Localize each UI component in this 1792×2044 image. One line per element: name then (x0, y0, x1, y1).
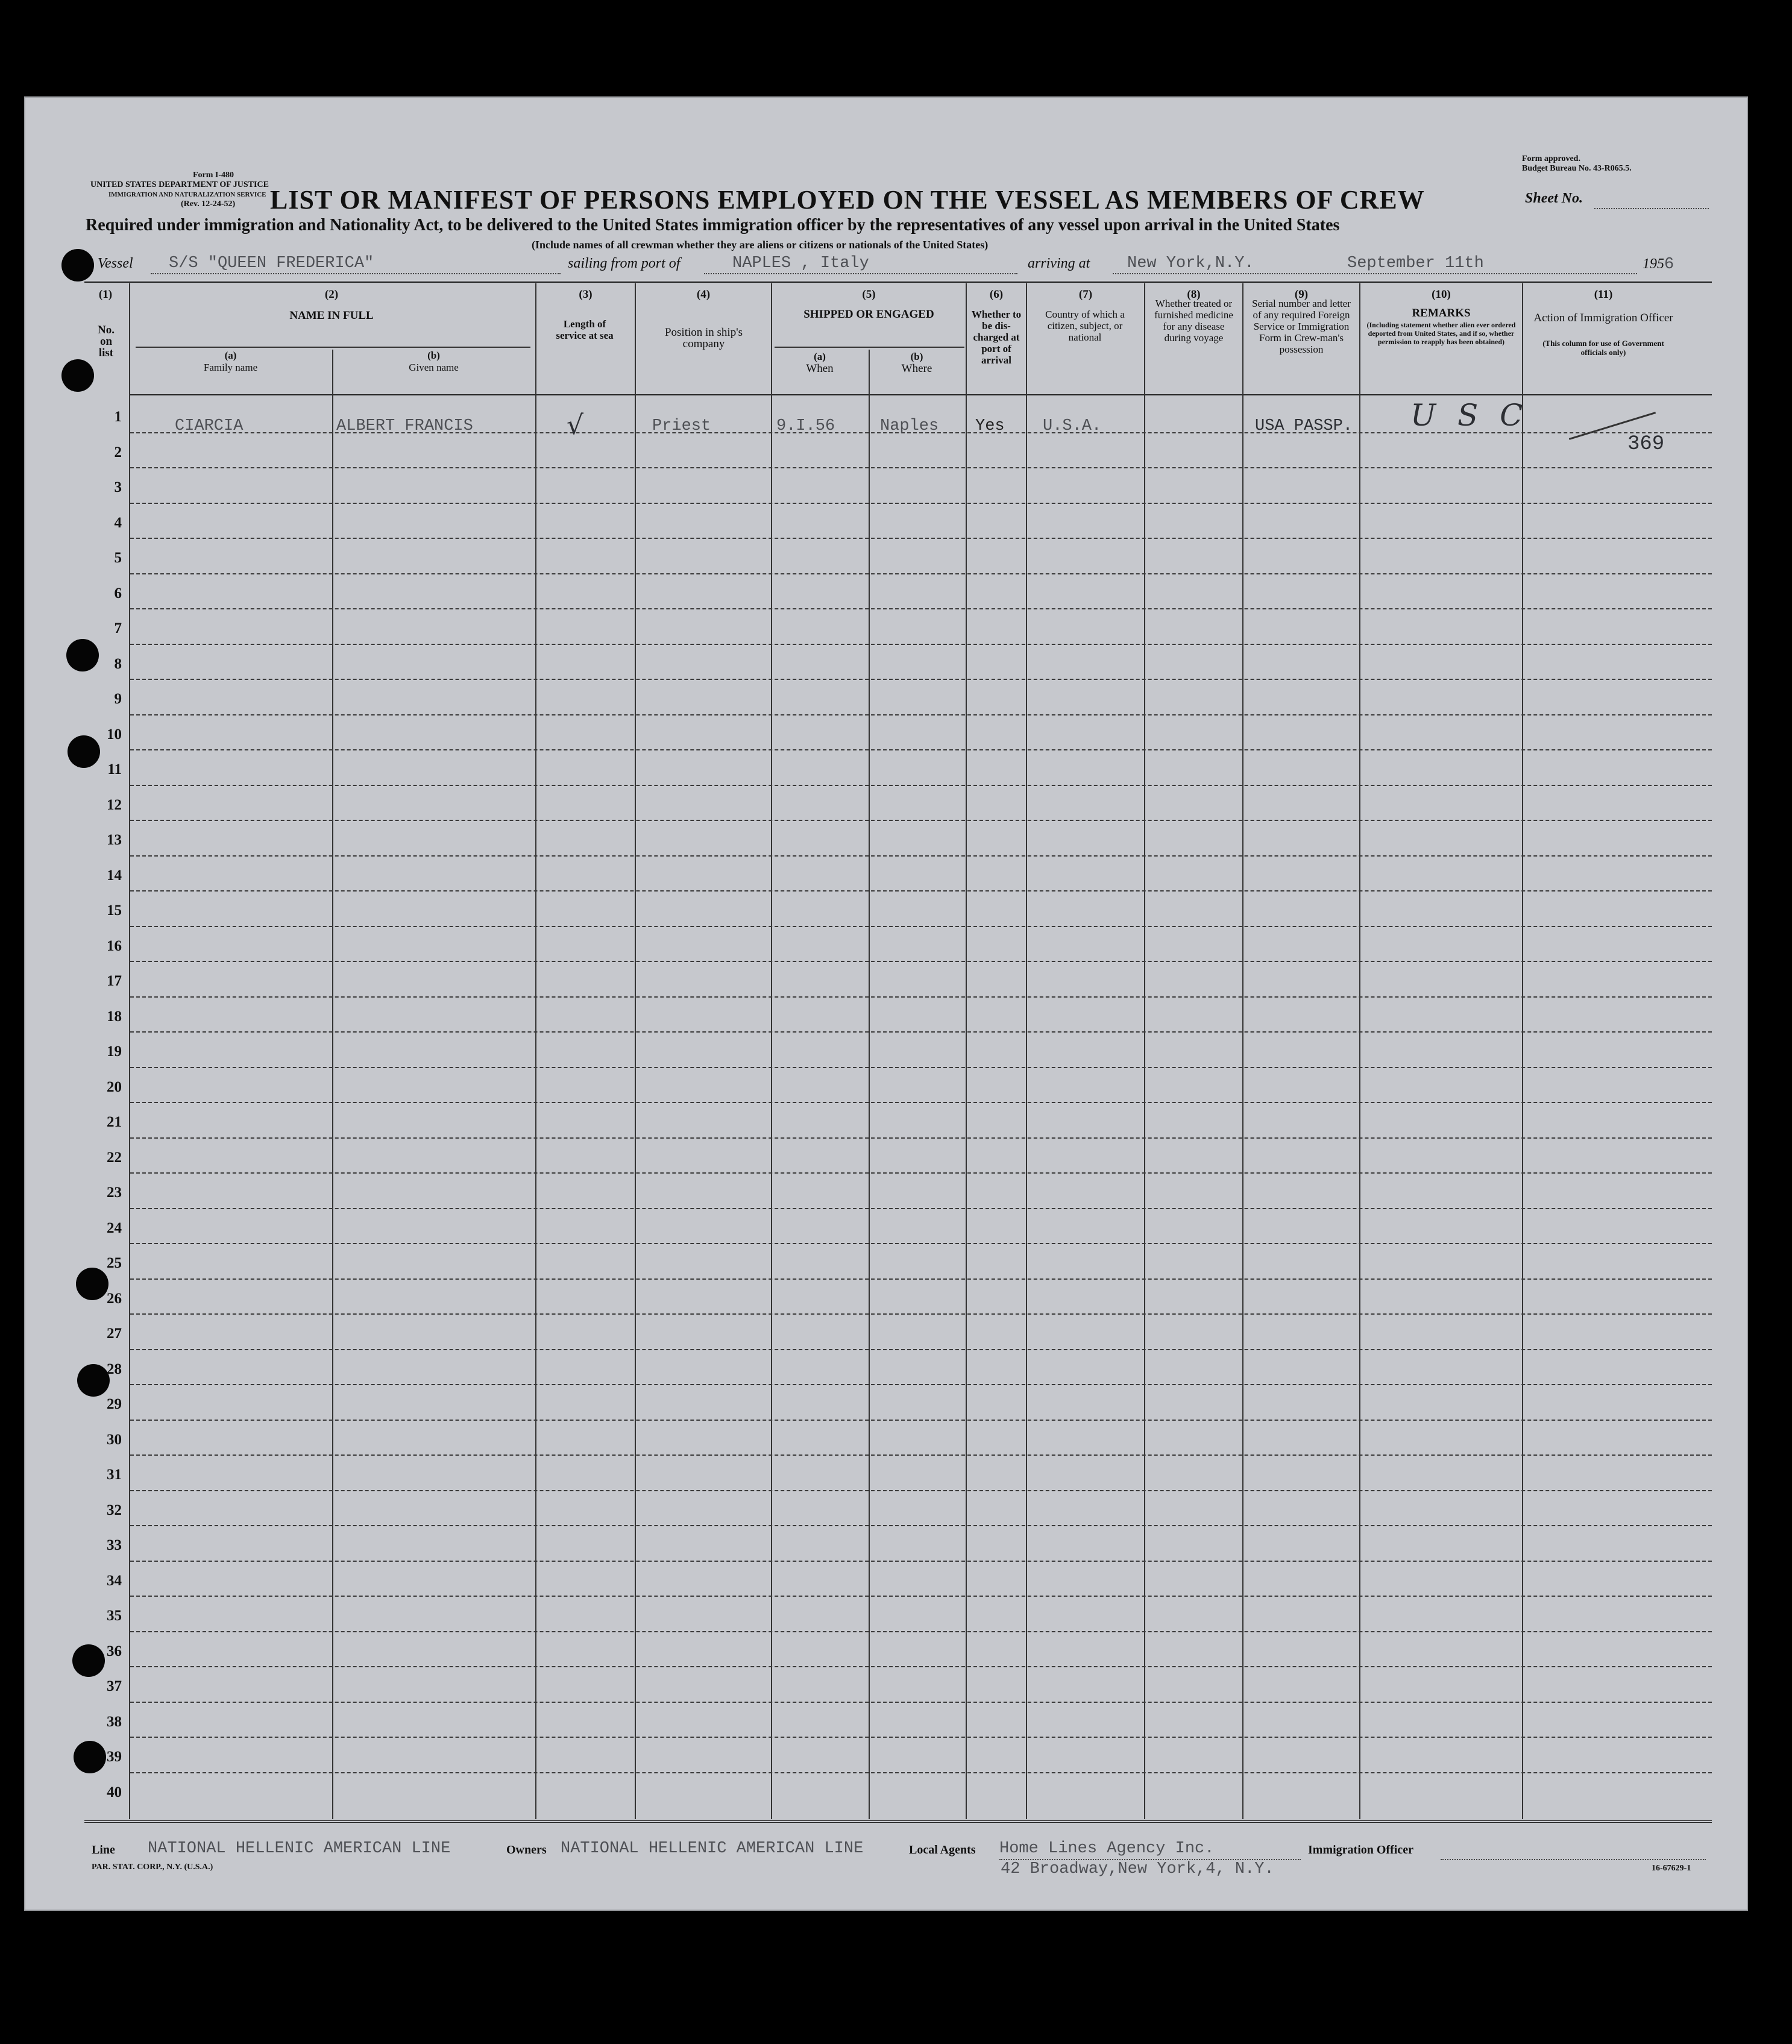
col-line (1242, 283, 1243, 1819)
table-top-border (84, 281, 1712, 283)
row-rule (130, 1278, 1712, 1280)
row-rule (130, 1349, 1712, 1350)
row-rule (130, 1525, 1712, 1526)
row-number: 39 (107, 1749, 122, 1765)
row-number: 38 (107, 1713, 122, 1730)
row-number: 34 (107, 1572, 122, 1589)
row-number: 40 (107, 1784, 122, 1800)
owners-label: Owners (506, 1843, 547, 1857)
col-head-action: Action of Immigration Officer (1533, 312, 1673, 324)
row-rule (130, 679, 1712, 680)
col-num-1: (1) (98, 288, 113, 301)
row-number: 15 (107, 902, 122, 919)
col-num-7: (7) (1078, 288, 1093, 301)
row-number: 13 (107, 832, 122, 848)
vessel-name: S/S "QUEEN FREDERICA" (169, 254, 374, 272)
agents-address: 42 Broadway,New York,4, N.Y. (1001, 1860, 1274, 1878)
shipped-divider (775, 347, 964, 348)
action-note: (This column for use of Government officials only) (1542, 339, 1664, 357)
row1-given-name: ALBERT FRANCIS (336, 417, 473, 435)
col-num-5: (5) (862, 288, 876, 301)
row-rule (130, 1102, 1712, 1103)
col-line (129, 283, 130, 1819)
col-line (771, 283, 772, 1819)
row-rule (130, 996, 1712, 998)
row-number: 32 (107, 1502, 122, 1518)
sailing-port: NAPLES , Italy (732, 254, 869, 272)
col-num-10: (10) (1432, 288, 1451, 301)
row1-family-name: CIARCIA (175, 417, 244, 435)
row-rule (130, 1243, 1712, 1244)
year-suffix: 6 (1664, 256, 1674, 274)
row-number: 28 (107, 1360, 122, 1377)
row-number: 22 (107, 1149, 122, 1166)
form-approved: Form approved. (1522, 154, 1580, 163)
instruction-note: (Include names of all crewman whether they are aliens or citizens or nationals of the United States) (532, 239, 989, 251)
row-number: 36 (107, 1643, 122, 1659)
row-number: 6 (114, 585, 122, 602)
row1-discharged: Yes (975, 417, 1005, 435)
row-rule (130, 785, 1712, 786)
col-head-shipped: SHIPPED OR ENGAGED (803, 308, 934, 321)
col-line (332, 350, 333, 1819)
vessel-field (151, 273, 561, 274)
col-num-3: (3) (579, 288, 593, 301)
col-head-country: Country of which a citizen, subject, or national (1045, 309, 1125, 343)
sailing-label: sailing from port of (568, 256, 681, 271)
punch-hole (61, 359, 94, 392)
row1-service-check: √ (567, 410, 584, 441)
row-rule (130, 961, 1712, 962)
line-label: Line (92, 1843, 115, 1857)
printer: PAR. STAT. CORP., N.Y. (U.S.A.) (92, 1863, 213, 1872)
print-code: 16-67629-1 (1652, 1864, 1691, 1873)
row-rule (130, 1454, 1712, 1456)
row-rule (130, 608, 1712, 609)
row-number: 5 (114, 550, 122, 566)
col-head-no: No. on list (98, 324, 115, 359)
row-number: 19 (107, 1043, 122, 1060)
sheet-number (1525, 190, 1583, 207)
where-head: Where (901, 362, 932, 375)
row-rule (130, 1631, 1712, 1632)
row-rule (130, 1384, 1712, 1385)
row-rule (130, 890, 1712, 891)
row-number: 35 (107, 1608, 122, 1624)
row-rule (130, 749, 1712, 750)
where-sub: (b) (910, 351, 923, 362)
arriving-label: arriving at (1028, 256, 1090, 271)
col-head-serial: Serial number and letter of any required Foreign Service or Immigration Form in Crew-man's possession (1252, 298, 1351, 355)
agents-label: Local Agents (909, 1843, 976, 1857)
row1-serial: USA PASSP. (1255, 417, 1353, 435)
row1-where: Naples (880, 417, 939, 435)
owners-value: NATIONAL HELLENIC AMERICAN LINE (561, 1840, 864, 1858)
row-number: 2 (114, 444, 122, 461)
row-rule (130, 1666, 1712, 1667)
sheet-label: Sheet No. (1525, 190, 1583, 206)
row-number: 27 (107, 1325, 122, 1342)
col-line (966, 283, 967, 1819)
row1-country: U.S.A. (1043, 417, 1102, 435)
row1-position: Priest (652, 417, 711, 435)
row-rule (130, 467, 1712, 468)
col-num-8: (8) (1187, 288, 1201, 301)
row-rule (130, 538, 1712, 539)
row1-action-number: 369 (1627, 433, 1665, 456)
row-rule (130, 1772, 1712, 1773)
row-number: 7 (114, 620, 122, 637)
col-line (869, 350, 870, 1819)
col-line (1144, 283, 1145, 1819)
col-num-2: (2) (324, 288, 339, 301)
col-num-9: (9) (1294, 288, 1309, 301)
row-number: 11 (107, 761, 122, 778)
row-rule (130, 1702, 1712, 1703)
sheet-number-field (1594, 208, 1709, 209)
row-number: 25 (107, 1255, 122, 1271)
row-number: 37 (107, 1678, 122, 1694)
officer-label: Immigration Officer (1308, 1843, 1413, 1857)
header-bottom-border (130, 394, 1712, 395)
department: UNITED STATES DEPARTMENT OF JUSTICE (90, 180, 269, 189)
when-head: When (806, 362, 834, 375)
sailing-field (704, 273, 1017, 274)
service: IMMIGRATION AND NATURALIZATION SERVICE (108, 191, 266, 198)
row-number: 9 (114, 691, 122, 707)
row-rule (130, 1420, 1712, 1421)
row-number: 24 (107, 1219, 122, 1236)
row-rule (130, 1313, 1712, 1315)
row-rule (130, 573, 1712, 574)
col-line (635, 283, 636, 1819)
year-prefix: 195 (1643, 256, 1664, 272)
col-head-remarks: REMARKS (1412, 307, 1471, 319)
row-rule (130, 1172, 1712, 1174)
row-number: 8 (114, 655, 122, 672)
col-head-service: Length of service at sea (556, 318, 614, 341)
col-line (1359, 283, 1360, 1819)
row1-when: 9.I.56 (776, 417, 835, 435)
col-line (535, 283, 536, 1819)
row-rule (130, 1208, 1712, 1209)
row-number: 10 (107, 726, 122, 743)
row-number: 17 (107, 973, 122, 989)
col-head-discharged: Whether to be dis-charged at port of arrival (971, 309, 1022, 366)
col-head-name: NAME IN FULL (289, 309, 374, 322)
row-rule (130, 644, 1712, 645)
col-num-6: (6) (989, 288, 1004, 301)
col-head-medicine: Whether treated or furnished medicine for any disease during voyage (1154, 298, 1233, 344)
row-rule (130, 1031, 1712, 1033)
row-number: 1 (114, 409, 122, 425)
agents-value: Home Lines Agency Inc. (999, 1840, 1215, 1858)
arrival-date: September 11th (1347, 254, 1484, 272)
arriving-field (1113, 273, 1637, 274)
row-number: 23 (107, 1184, 122, 1201)
row-rule (130, 926, 1712, 927)
col-line (1522, 283, 1523, 1819)
row-number: 18 (107, 1008, 122, 1025)
col-num-11: (11) (1594, 288, 1613, 301)
row-number: 4 (114, 514, 122, 531)
row1-remarks: U S C (1410, 398, 1529, 433)
row-rule (130, 1737, 1712, 1738)
arrival-year (1643, 256, 1674, 274)
page-title: LIST OR MANIFEST OF PERSONS EMPLOYED ON THE VESSEL AS MEMBERS OF CREW (270, 185, 1425, 215)
col-head-position: Position in ship's company (664, 326, 743, 350)
when-sub: (a) (814, 351, 826, 362)
row-number: 33 (107, 1537, 122, 1553)
line-value: NATIONAL HELLENIC AMERICAN LINE (148, 1840, 451, 1858)
row-number: 30 (107, 1431, 122, 1448)
table-bottom-border (84, 1820, 1712, 1823)
row-number: 26 (107, 1290, 122, 1307)
row-rule (130, 820, 1712, 821)
row-number: 3 (114, 479, 122, 495)
col-line (1026, 283, 1027, 1819)
row-number: 14 (107, 867, 122, 884)
manifest-sheet (24, 96, 1748, 1911)
revision: (Rev. 12-24-52) (181, 200, 236, 209)
row-rule (130, 1137, 1712, 1139)
row-rule (130, 1596, 1712, 1597)
row-number: 29 (107, 1396, 122, 1412)
family-name-head: Family name (203, 362, 258, 373)
col-num-4: (4) (696, 288, 711, 301)
row-number: 12 (107, 796, 122, 813)
vessel-label: Vessel (98, 256, 133, 271)
subtitle: Required under immigration and Nationality Act, to be delivered to the United States immigration officer by the representatives of any vessel upon arrival in the United States (86, 216, 1340, 234)
arriving-port: New York,N.Y. (1127, 254, 1254, 272)
officer-field (1441, 1859, 1706, 1860)
name-divider (136, 347, 530, 348)
row-number: 20 (107, 1078, 122, 1095)
form-number: Form I-480 (193, 171, 234, 180)
given-name-sub: (b) (427, 350, 440, 361)
row-rule (130, 1561, 1712, 1562)
row-number: 16 (107, 937, 122, 954)
row-rule (130, 503, 1712, 504)
row-rule (130, 855, 1712, 857)
row-number: 31 (107, 1467, 122, 1483)
given-name-head: Given name (409, 362, 459, 373)
budget-bureau: Budget Bureau No. 43-R065.5. (1522, 164, 1632, 173)
row-number: 21 (107, 1114, 122, 1130)
punch-hole (61, 249, 94, 281)
row-rule (130, 1490, 1712, 1491)
remarks-note: (Including statement whether alien ever ordered deported from United States, and if so, whether permission to reapply has been obtained) (1366, 321, 1516, 346)
family-name-sub: (a) (224, 350, 237, 361)
row-rule (130, 1067, 1712, 1068)
row-rule (130, 714, 1712, 715)
